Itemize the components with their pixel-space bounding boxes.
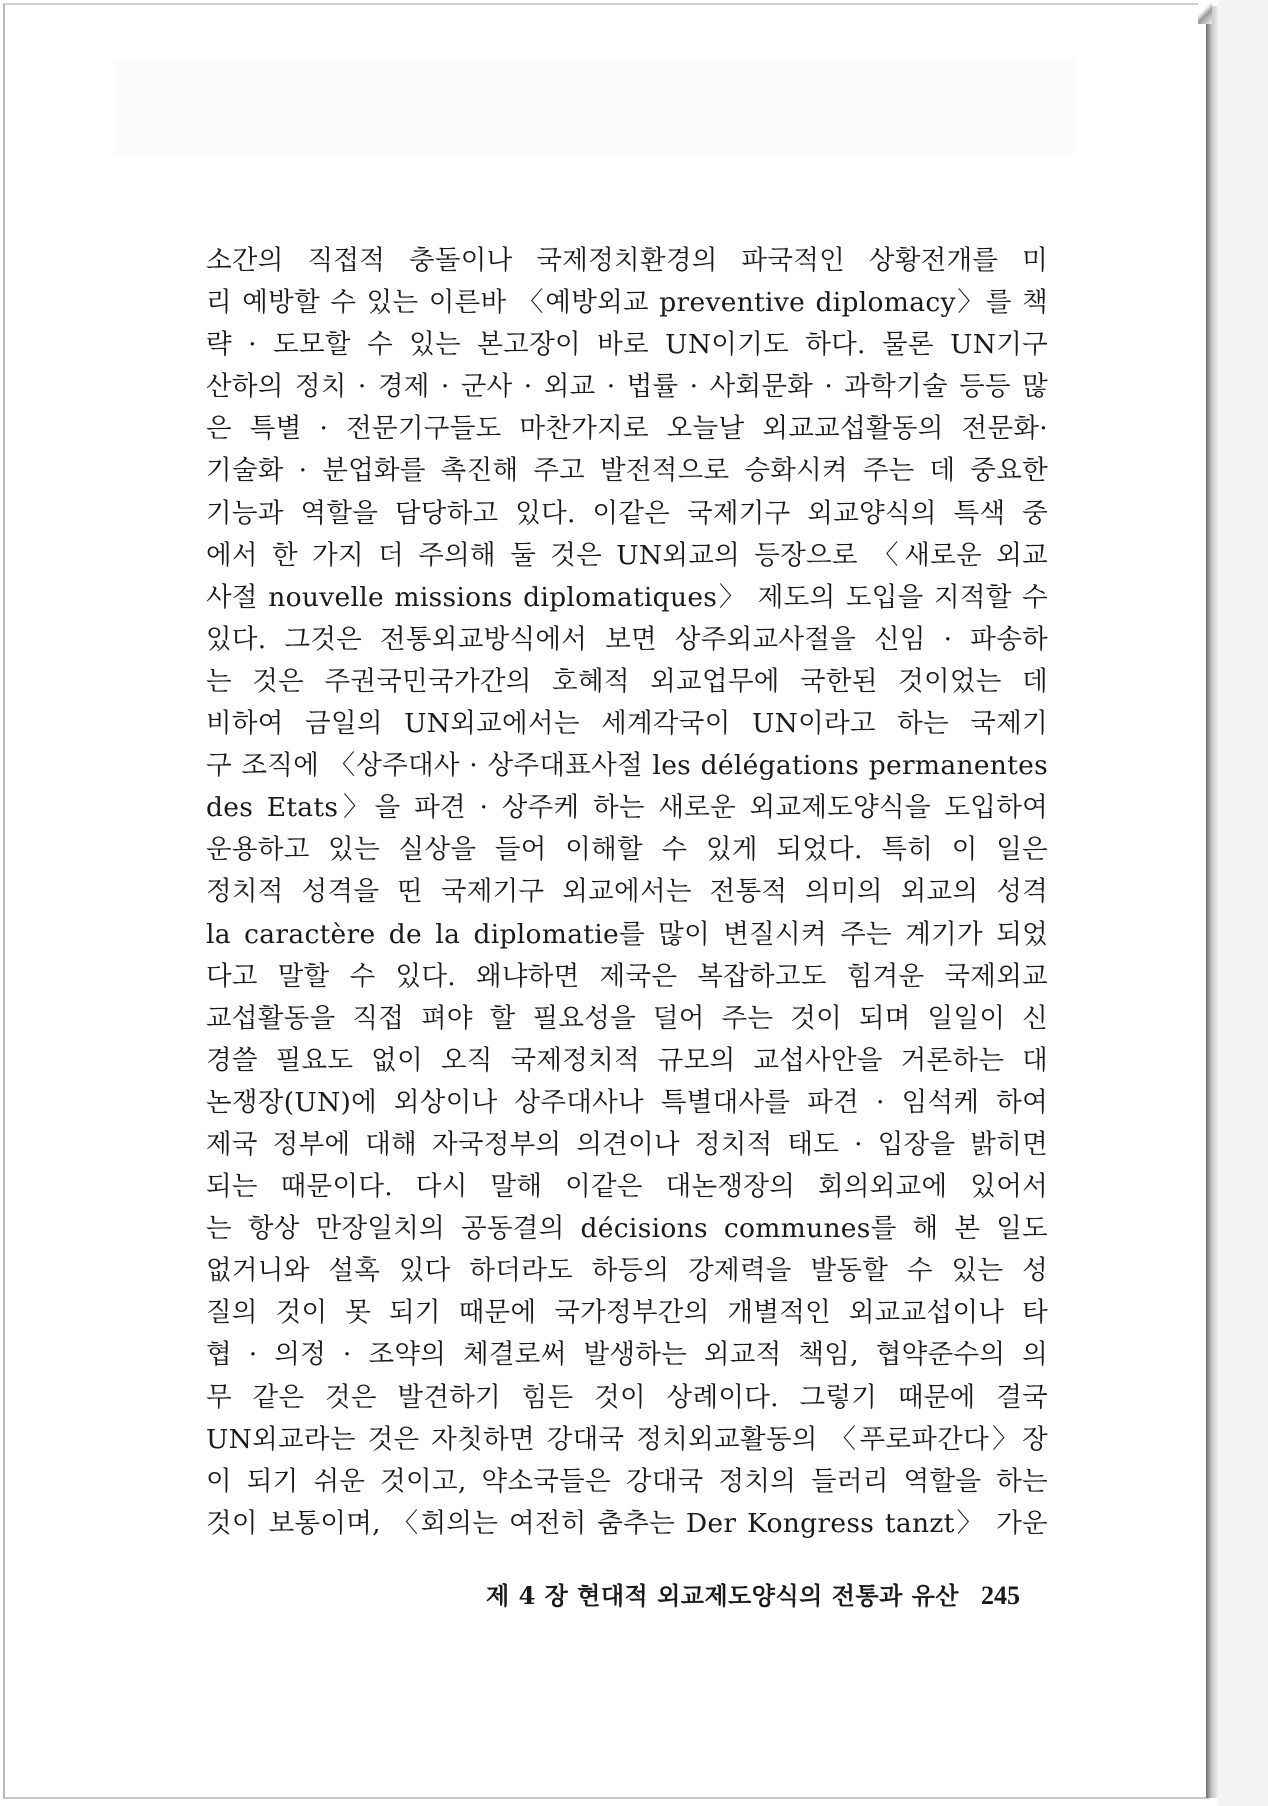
page-number: 245 [981, 1581, 1020, 1610]
text-line: 무 같은 것은 발견하기 힘든 것이 상례이다. 그렇기 때문에 결국 [206, 1381, 1048, 1413]
text-line: 되는 때문이다. 다시 말해 이같은 대논쟁장의 회의외교에 있어서 [206, 1171, 1048, 1203]
page-header-area [115, 60, 1075, 155]
text-line: 리 예방할 수 있는 이른바 〈예방외교 preventive diplomacy〉를 책 [206, 287, 1048, 319]
text-line: 산하의 정치 · 경제 · 군사 · 외교 · 법률 · 사회문화 · 과학기술 등등 많 [206, 371, 1048, 403]
text-line: 기술화 · 분업화를 촉진해 주고 발전적으로 승화시켜 주는 데 중요한 [206, 455, 1048, 487]
viewer-background [1218, 0, 1268, 1806]
text-line: UN외교라는 것은 자칫하면 강대국 정치외교활동의 〈푸로파간다〉장 [206, 1423, 1048, 1455]
text-line: 없거니와 설혹 있다 하더라도 하등의 강제력을 발동할 수 있는 성 [206, 1255, 1048, 1287]
text-line: 논쟁장(UN)에 외상이나 상주대사나 특별대사를 파견 · 임석케 하여 [206, 1086, 1048, 1118]
text-line: la caractère de la diplomatie를 많이 변질시켜 주는 계기가 되었 [206, 918, 1048, 950]
text-line: 은 특별 · 전문기구들도 마찬가지로 오늘날 외교교섭활동의 전문화· [206, 413, 1048, 445]
text-line: 질의 것이 못 되기 때문에 국가정부간의 개별적인 외교교섭이나 타 [206, 1297, 1048, 1329]
page-footer [460, 1576, 1020, 1616]
page-edge-shadow [1206, 6, 1218, 1798]
text-line: 있다. 그것은 전통외교방식에서 보면 상주외교사절을 신임 · 파송하 [206, 623, 1048, 655]
text-line: 다고 말할 수 있다. 왜냐하면 제국은 복잡하고도 힘겨운 국제외교 [206, 960, 1048, 992]
text-line: 소간의 직접적 충돌이나 국제정치환경의 파국적인 상황전개를 미 [206, 245, 1048, 276]
body-text [206, 240, 1048, 1545]
text-line: 정치적 성격을 띤 국제기구 외교에서는 전통적 의미의 외교의 성격 [206, 876, 1048, 908]
text-line: 구 조직에 〈상주대사 · 상주대표사절 les délégations permanentes [206, 750, 1048, 782]
text-line: 사절 nouvelle missions diplomatiques〉 제도의 도입을 지적할 수 [206, 581, 1048, 613]
text-line: 제국 정부에 대해 자국정부의 의견이나 정치적 태도 · 입장을 밝히면 [206, 1128, 1048, 1160]
text-line: 에서 한 가지 더 주의해 둘 것은 UN외교의 등장으로 〈새로운 외교 [206, 539, 1048, 571]
running-footer-chapter: 제 4 장 현대적 외교제도양식의 전통과 유산 [486, 1581, 959, 1610]
text-line: 협 · 의정 · 조약의 체결로써 발생하는 외교적 책임, 협약준수의 의 [206, 1339, 1048, 1371]
text-line: 운용하고 있는 실상을 들어 이해할 수 있게 되었다. 특히 이 일은 [206, 834, 1048, 866]
text-line: 략 · 도모할 수 있는 본고장이 바로 UN이기도 하다. 물론 UN기구 [206, 329, 1048, 361]
text-line: 것이 보통이며, 〈회의는 여전히 춤추는 Der Kongress tanzt〉 가운 [206, 1507, 1048, 1539]
text-line: 는 항상 만장일치의 공동결의 décisions communes를 해 본 일도 [206, 1213, 1048, 1245]
page-corner-curl [1198, 0, 1212, 24]
text-line: 경쓸 필요도 없이 오직 국제정치적 규모의 교섭사안을 거론하는 대 [206, 1044, 1048, 1076]
text-line: des Etats〉을 파견 · 상주케 하는 새로운 외교제도양식을 도입하여 [206, 792, 1048, 824]
text-line: 는 것은 주권국민국가간의 호혜적 외교업무에 국한된 것이었는 데 [206, 665, 1048, 697]
text-line: 비하여 금일의 UN외교에서는 세계각국이 UN이라고 하는 국제기 [206, 708, 1048, 740]
text-line: 이 되기 쉬운 것이고, 약소국들은 강대국 정치의 들러리 역할을 하는 [206, 1465, 1048, 1497]
text-line: 기능과 역할을 담당하고 있다. 이같은 국제기구 외교양식의 특색 중 [206, 497, 1048, 529]
text-line: 교섭활동을 직접 펴야 할 필요성을 덜어 주는 것이 되며 일일이 신 [206, 1002, 1048, 1034]
